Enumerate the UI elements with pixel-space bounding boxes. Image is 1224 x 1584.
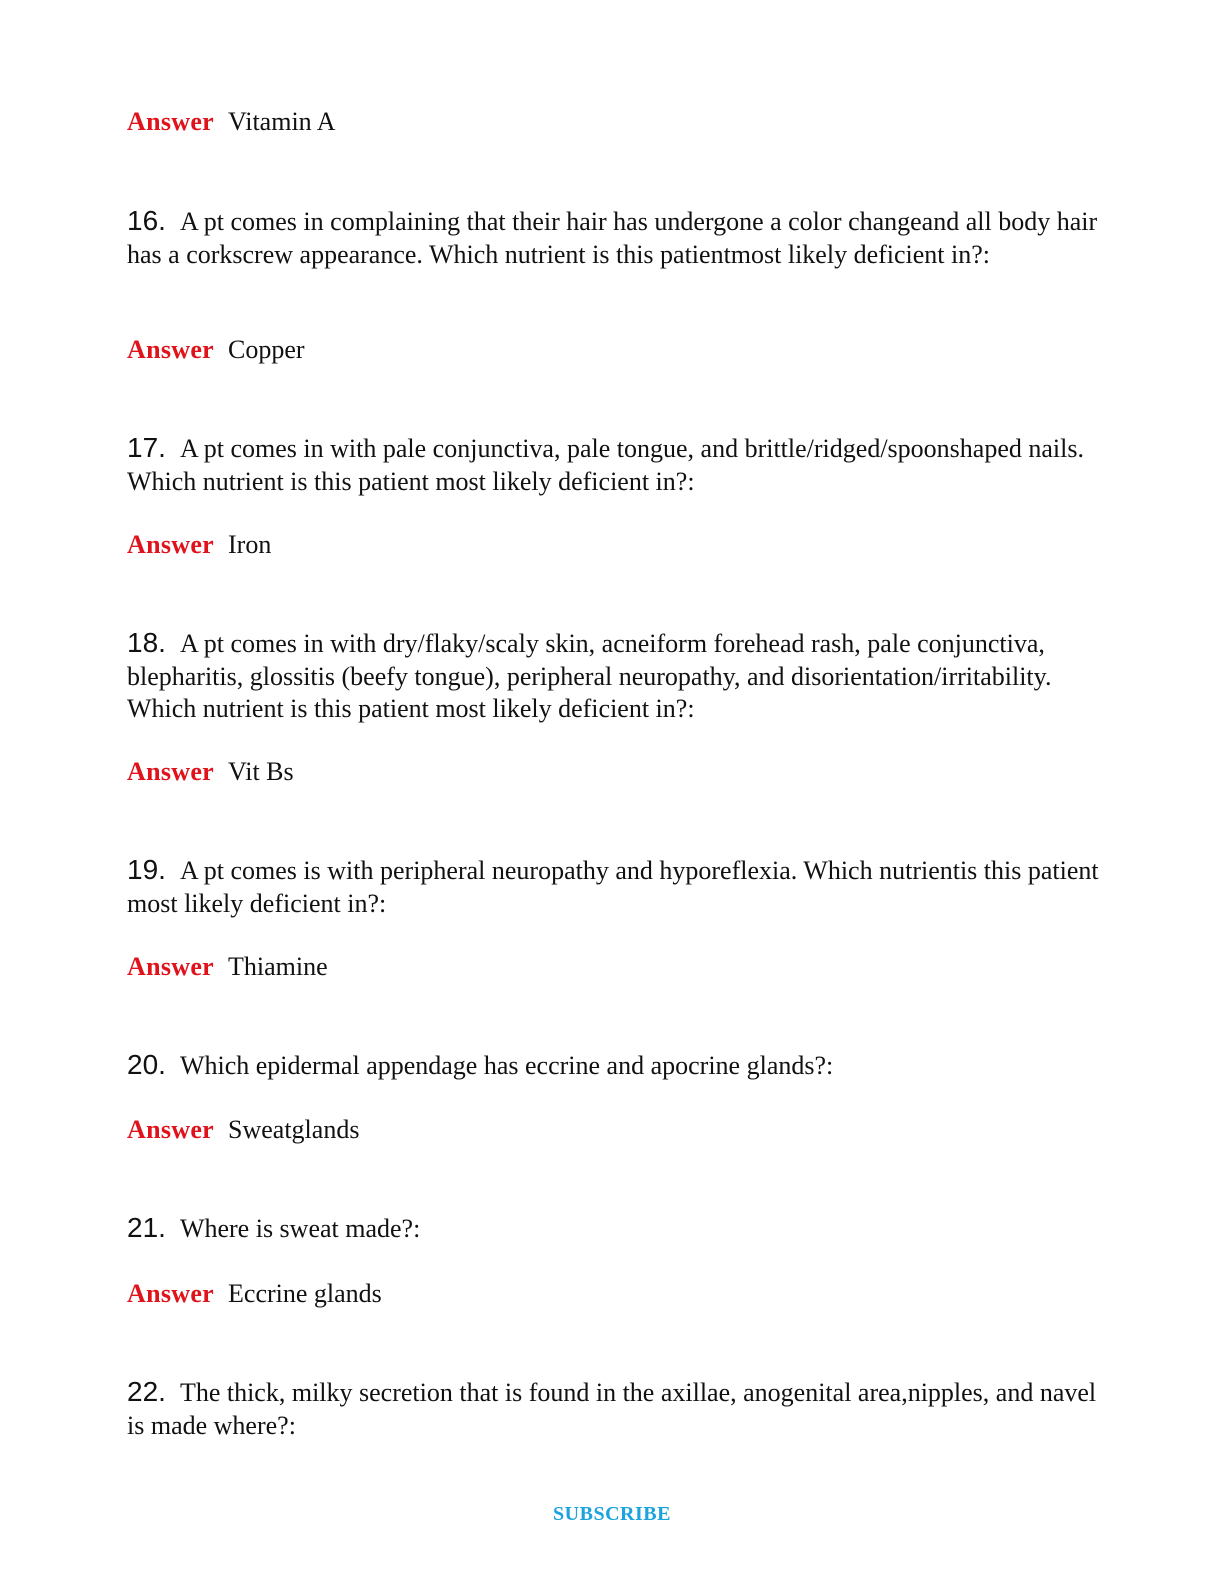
question-text: Where is sweat made?: [179, 1214, 421, 1243]
answer-text: Sweatglands [228, 1115, 360, 1144]
question-number: 19. [127, 854, 166, 885]
question-text: Which epidermal appendage has eccrine and apocrine glands?: [179, 1051, 834, 1080]
answer-row [127, 529, 1117, 561]
question-number: 18. [127, 627, 166, 658]
answer-row [127, 106, 1117, 138]
question-number: 22. [127, 1376, 166, 1407]
answer-text: Eccrine glands [228, 1279, 382, 1308]
answer-row [127, 1114, 1117, 1146]
answer-row [127, 756, 1117, 788]
answer-label: Answer [127, 952, 215, 981]
answer-label: Answer [127, 757, 215, 786]
question-16 [127, 205, 1117, 271]
answer-label: Answer [127, 1279, 215, 1308]
answer-text: Vit Bs [228, 757, 294, 786]
answer-label: Answer [127, 335, 215, 364]
answer-text: Iron [228, 530, 272, 559]
question-number: 21. [127, 1212, 166, 1243]
answer-row [127, 334, 1117, 366]
question-21 [127, 1212, 1117, 1246]
answer-row [127, 1278, 1117, 1310]
question-text: A pt comes in complaining that their hair has undergone a color changeand all body hair has a corkscrew appearance. Which nutrient is this patientmost likely deficient in?: [127, 207, 1098, 269]
answer-text: Vitamin A [228, 107, 336, 136]
question-22 [127, 1376, 1117, 1442]
question-text: A pt comes is with peripheral neuropathy and hyporeflexia. Which nutrientis this patient most likely deficient in?: [127, 856, 1099, 918]
subscribe-link[interactable]: SUBSCRIBE [553, 1503, 671, 1525]
answer-text: Copper [228, 335, 305, 364]
question-number: 16. [127, 205, 166, 236]
question-text: A pt comes in with pale conjunctiva, pale tongue, and brittle/ridged/spoonshaped nails. Which nutrient is this patient most likely deficient in?: [127, 434, 1084, 496]
question-17 [127, 432, 1117, 498]
question-number: 20. [127, 1049, 166, 1080]
answer-label: Answer [127, 530, 215, 559]
question-20 [127, 1049, 1117, 1083]
question-number: 17. [127, 432, 166, 463]
question-text: A pt comes in with dry/flaky/scaly skin, acneiform forehead rash, pale conjunctiva, blepharitis, glossitis (beefy tongue), peripheral neuropathy, and disorientation/irritability. Which nutrient is this patient most likely deficient in?: [127, 629, 1052, 723]
question-19 [127, 854, 1117, 920]
question-18 [127, 627, 1117, 726]
answer-row [127, 951, 1117, 983]
answer-label: Answer [127, 1115, 215, 1144]
answer-text: Thiamine [228, 952, 328, 981]
question-text: The thick, milky secretion that is found in the axillae, anogenital area,nipples, and navel is made where?: [127, 1378, 1097, 1440]
answer-label: Answer [127, 107, 215, 136]
